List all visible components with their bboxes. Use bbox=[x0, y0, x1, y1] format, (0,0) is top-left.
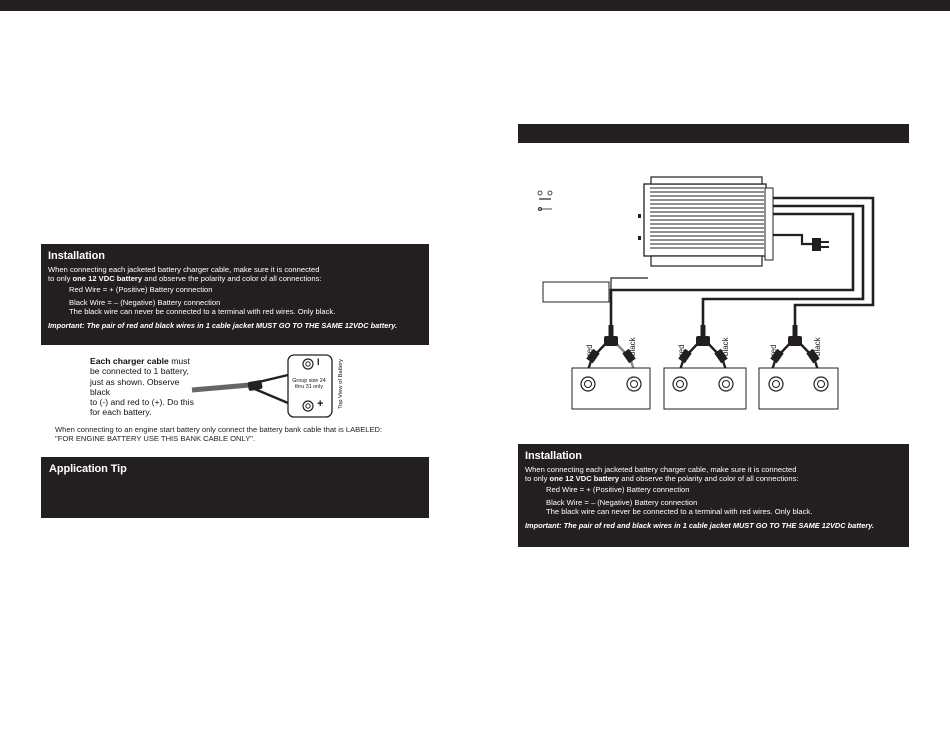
installation-intro: When connecting each jacketed battery charger cable, make sure it is connected to only one 12 VDC battery and observe the polarity and color of all connections: bbox=[525, 465, 799, 483]
ac-symbol-icon bbox=[538, 191, 552, 211]
wire-label-black-2: black bbox=[721, 337, 730, 356]
wire-label-red-2: red bbox=[677, 344, 686, 356]
wire-label-black-1: black bbox=[628, 337, 637, 356]
black-wire-line: Black Wire = – (Negative) Battery connection bbox=[546, 498, 698, 507]
engine-battery-note: When connecting to an engine start battery only connect the battery bank cable that is LABELED: "FOR ENGINE BATTERY USE THIS BANK CABLE ONLY". bbox=[55, 425, 383, 443]
group-size-label: Group size 24 thru 31 only bbox=[292, 378, 326, 390]
plus-sign: + bbox=[317, 398, 324, 410]
cable-grey bbox=[192, 385, 250, 390]
top-bar bbox=[0, 0, 950, 11]
never-connect-line: The black wire can never be connected to a terminal with red wires. Only black. bbox=[69, 307, 336, 316]
red-wire-line: Red Wire = + (Positive) Battery connection bbox=[546, 485, 690, 494]
red-wire-line: Red Wire = + (Positive) Battery connection bbox=[69, 285, 213, 294]
battery-1 bbox=[572, 325, 650, 409]
top-view-label: Top View of Battery bbox=[338, 359, 344, 409]
application-tip-heading: Application Tip bbox=[49, 463, 127, 475]
installation-heading: Installation bbox=[48, 250, 105, 262]
never-connect-line: The black wire can never be connected to a terminal with red wires. Only black. bbox=[546, 507, 813, 516]
black-wire-line: Black Wire = – (Negative) Battery connection bbox=[69, 298, 221, 307]
wire-label-red-3: red bbox=[769, 344, 778, 356]
installation-intro: When connecting each jacketed battery charger cable, make sure it is connected to only one 12 VDC battery and observe the polarity and color of all connections: bbox=[48, 265, 322, 283]
battery-2 bbox=[664, 325, 746, 409]
right-installation-box bbox=[518, 444, 909, 547]
installation-heading: Installation bbox=[525, 450, 582, 462]
wire-label-black-3: black bbox=[813, 337, 822, 356]
section-header-band bbox=[518, 124, 909, 143]
wire-label-red-1: red bbox=[585, 344, 594, 356]
battery-top-view-diagram bbox=[190, 350, 360, 422]
charger-unit bbox=[638, 177, 773, 266]
battery-3 bbox=[759, 325, 838, 409]
power-cord bbox=[773, 235, 829, 251]
engine-label-box bbox=[543, 282, 609, 302]
application-tip-box bbox=[41, 457, 429, 518]
minus-sign: I bbox=[317, 357, 320, 367]
cable-junction bbox=[247, 380, 262, 391]
important-note: Important: The pair of red and black wires in 1 cable jacket MUST GO TO THE SAME 12VDC battery. bbox=[48, 321, 398, 330]
wiring-diagram bbox=[518, 160, 910, 420]
left-installation-box bbox=[41, 244, 429, 345]
charger-cable-instructions: Each charger cable must be connected to 1 battery, just as shown. Observe black to (-) and red to (+). Do this for each battery. bbox=[90, 356, 194, 418]
important-note: Important: The pair of red and black wires in 1 cable jacket MUST GO TO THE SAME 12VDC battery. bbox=[525, 521, 875, 530]
